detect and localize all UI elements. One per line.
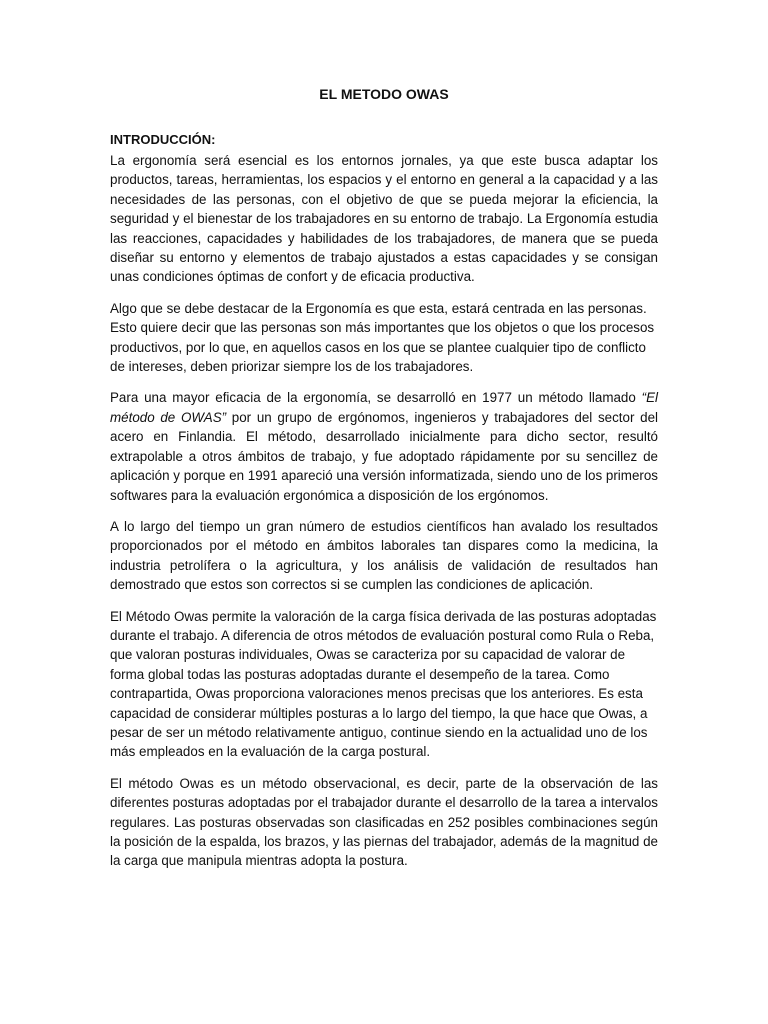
section-heading-introduccion: INTRODUCCIÓN:	[110, 132, 216, 147]
paragraph-1: La ergonomía será esencial es los entornos jornales, ya que este busca adaptar los productos, tareas, herramientas, los espacios y el entorno en general a la capacidad y a las necesidades de las personas, con el objetivo de que se pueda mejorar la eficiencia, la seguridad y el bienestar de los trabajadores en su entorno de trabajo. La Ergonomía estudia las reacciones, capacidades y habilidades de los trabajadores, de manera que se pueda diseñar su entorno y elementos de trabajo ajustados a estas capacidades y se consigan unas condiciones óptimas de confort y de eficacia productiva.	[110, 153, 658, 285]
paragraph-3	[110, 388, 658, 504]
paragraph-2: Algo que se debe destacar de la Ergonomía es que esta, estará centrada en las personas. Esto quiere decir que las personas son más importantes que los objetos o que los procesos productivos, por lo que, en aquellos casos en los que se plantee cualquier tipo de conflicto de intereses, deben priorizar siempre los de los trabajadores.	[110, 300, 655, 375]
paragraph-4: A lo largo del tiempo un gran número de estudios científicos han avalado los resultados proporcionados por el método en ámbitos laborales tan dispares como la medicina, la industria petrolífera o la agricultura, y los análisis de validación de resultados han demostrado que estos son correctos si se cumplen las condiciones de aplicación.	[110, 518, 658, 593]
paragraph-3-italic-method-name: “El método de OWAS”	[110, 390, 658, 425]
paragraph-3-text-after: por un grupo de ergónomos, ingenieros y trabajadores del sector del acero en Finlandia. El método, desarrollado inicialmente para dicho sector, resultó extrapolable a otros ámbitos de trabajo, y fue adoptado rápidamente por su sencillez de aplicación y porque en 1991 apareció una versión informatizada, siendo uno de los primeros softwares para la evaluación ergonómica a disposición de los ergónomos.	[110, 409, 658, 503]
document-title: EL METODO OWAS	[319, 86, 449, 102]
paragraph-6: El método Owas es un método observacional, es decir, parte de la observación de las diferentes posturas adoptadas por el trabajador durante el desarrollo de la tarea a intervalos regulares. Las posturas observadas son clasificadas en 252 posibles combinaciones según la posición de la espalda, los brazos, y las piernas del trabajador, además de la magnitud de la carga que manipula mientras adopta la postura.	[110, 775, 658, 869]
document-page	[110, 84, 658, 883]
paragraph-5: El Método Owas permite la valoración de la carga física derivada de las posturas adoptadas durante el trabajo. A diferencia de otros métodos de evaluación postural como Rula o Reba, que valoran posturas individuales, Owas se caracteriza por su capacidad de valorar de forma global todas las posturas adoptadas durante el desempeño de la tarea. Como contrapartida, Owas proporciona valoraciones menos precisas que los anteriores. Es esta capacidad de considerar múltiples posturas a lo largo del tiempo, la que hace que Owas, a pesar de ser un método relativamente antiguo, continue siendo en la actualidad uno de los más empleados en la evaluación de la carga postural.	[110, 608, 657, 760]
paragraph-3-text-before: Para una mayor eficacia de la ergonomía, se desarrolló en 1977 un método llamado	[110, 390, 642, 406]
